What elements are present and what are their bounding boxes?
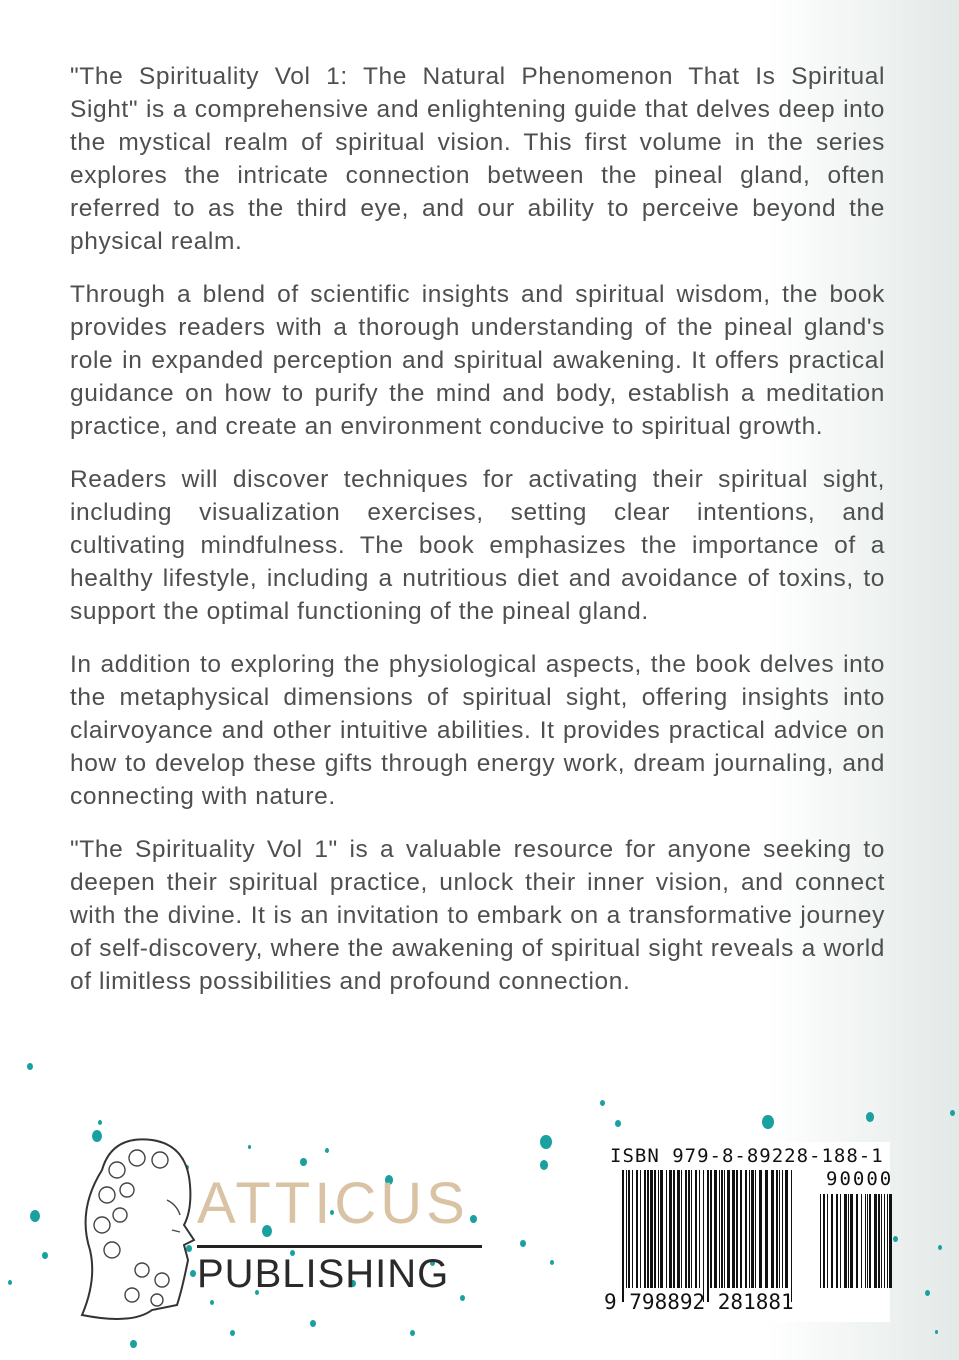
paragraph: "The Spirituality Vol 1" is a valuable resource for anyone seeking to deepen their spiritual practice, unlock their inner vision, and connect with the divine. It is an invitation to embark on a transformative journey of self-discovery, where the awakening of spiritual sight reveals a world of limitless possibilities and profound connection. (70, 836, 885, 995)
barcode-bar (884, 1194, 885, 1288)
barcode-bar (688, 1170, 690, 1288)
paint-dot (950, 1110, 955, 1116)
barcode-bar (654, 1170, 656, 1288)
barcode-bar (749, 1170, 750, 1288)
barcode-bar (677, 1170, 680, 1288)
barcode-bar (727, 1170, 730, 1288)
barcode-bar (827, 1194, 828, 1288)
barcode-bar (831, 1194, 833, 1288)
barcode-bar (776, 1170, 778, 1288)
barcode-bar (710, 1170, 712, 1288)
barcode-bar (878, 1194, 880, 1288)
barcode-bar (721, 1170, 723, 1288)
paint-dot (615, 1120, 621, 1127)
barcode-bar (626, 1170, 627, 1288)
paint-dot (98, 1120, 102, 1125)
isbn-barcode (600, 1142, 894, 1322)
paint-dot (550, 1260, 554, 1265)
barcode-bar (673, 1170, 675, 1288)
barcode-bar (765, 1170, 768, 1288)
barcode-bar (869, 1194, 871, 1288)
paint-dot (30, 1210, 40, 1222)
isbn-label: ISBN 979-8-89228-188-1 (610, 1145, 884, 1167)
barcode-bar (666, 1170, 667, 1288)
barcode-bar (785, 1170, 788, 1288)
barcode-bar (856, 1194, 858, 1288)
barcode-bar (759, 1170, 762, 1288)
paint-dot (762, 1115, 774, 1129)
barcode-bar (732, 1170, 735, 1288)
barcode-bar (791, 1170, 792, 1302)
barcode-bar (714, 1170, 717, 1288)
barcode-bar (755, 1170, 756, 1288)
paragraph: Readers will discover techniques for activating their spiritual sight, including visualization exercises, setting clear intentions, and cultivating mindfulness. The book emphasizes the importance of a healthy lifestyle, including a nutritious diet and avoidance of toxins, to support the optimal functioning of the pineal gland. (70, 466, 885, 625)
barcode-bar (658, 1170, 659, 1288)
barcode-bar (699, 1170, 700, 1288)
barcode-bar (779, 1170, 780, 1288)
paint-dot (938, 1245, 942, 1250)
barcode-bar (628, 1170, 630, 1288)
publisher-subtitle: PUBLISHING (197, 1252, 450, 1296)
barcode-bar (703, 1170, 704, 1302)
paragraph: Through a blend of scientific insights and spiritual wisdom, the book provides readers with a thorough understanding of the pineal gland's role in expanded perception and spiritual awakening. It offers practical guidance on how to purify the mind and body, establish a meditation practice, and create an environment conducive to spiritual growth. (70, 281, 885, 440)
barcode-bar (861, 1194, 862, 1288)
barcode-bar (644, 1170, 646, 1288)
barcode-digits: 9 798892 281881 (604, 1290, 794, 1314)
paint-dot (925, 1290, 930, 1296)
barcode-bar (881, 1194, 882, 1288)
barcode-bar (745, 1170, 747, 1288)
barcode-bar (660, 1170, 663, 1288)
barcode-bar (736, 1170, 738, 1288)
paint-dot (410, 1330, 415, 1336)
barcode-bar (865, 1194, 866, 1288)
logo-divider (197, 1245, 482, 1248)
classical-head-icon (72, 1130, 202, 1330)
barcode-bar (782, 1170, 783, 1288)
paint-dot (230, 1330, 235, 1336)
barcode-bar (740, 1170, 742, 1288)
publisher-logo (72, 1130, 492, 1330)
paint-dot (540, 1135, 552, 1149)
publisher-name: ATTICUS (197, 1171, 469, 1236)
paragraph: In addition to exploring the physiological aspects, the book delves into the metaphysical dimensions of spiritual sight, offering insights into clairvoyance and other intuitive abilities. It provides practical advice on how to develop these gifts through energy work, dream journaling, and connecting with nature. (70, 651, 885, 810)
barcode-bar (695, 1170, 697, 1288)
barcode-bar (840, 1194, 841, 1288)
barcode-bar (820, 1194, 821, 1288)
barcode-bar (636, 1170, 638, 1288)
paint-dot (42, 1252, 48, 1259)
barcode-bar (867, 1194, 868, 1288)
paint-dot (8, 1280, 12, 1285)
barcode-bar (836, 1194, 838, 1288)
barcode-bar (889, 1194, 892, 1288)
paint-dot (935, 1330, 938, 1334)
barcode-bar (707, 1170, 709, 1302)
paragraph: "The Spirituality Vol 1: The Natural Phenomenon That Is Spiritual Sight" is a comprehensive and enlightening guide that delves deep into the mystical realm of spiritual vision. This first volume in the series explores the intricate connection between the pineal gland, often referred to as the third eye, and our ability to perceive beyond the physical realm. (70, 63, 885, 255)
barcode-bar (640, 1170, 641, 1288)
barcode-bar (844, 1194, 847, 1288)
paint-dot (540, 1160, 548, 1170)
barcode-bar (771, 1170, 774, 1288)
price-addon: 90000 (826, 1168, 894, 1190)
barcode-bar (887, 1194, 888, 1288)
barcode-bar (669, 1170, 672, 1288)
barcode-bar (622, 1170, 624, 1302)
barcode-bar (823, 1194, 825, 1288)
barcode-bar (681, 1170, 682, 1288)
back-cover-description (70, 60, 885, 1018)
barcode-bar (650, 1170, 653, 1288)
barcode-bar (848, 1194, 849, 1288)
paint-dot (520, 1240, 526, 1247)
barcode-bar (719, 1170, 720, 1288)
paint-dot (866, 1112, 874, 1122)
barcode-bar (685, 1170, 687, 1288)
barcode-bar (632, 1170, 633, 1288)
paint-dot (27, 1063, 33, 1070)
paint-dot (893, 1236, 898, 1242)
barcode-bar (724, 1170, 725, 1288)
paint-dot (130, 1340, 137, 1348)
barcode-bar (850, 1194, 853, 1288)
barcode-bar (751, 1170, 754, 1288)
paint-dot (600, 1100, 605, 1106)
barcode-bar (691, 1170, 692, 1288)
barcode-bar (647, 1170, 649, 1288)
barcode-bar (874, 1194, 877, 1288)
